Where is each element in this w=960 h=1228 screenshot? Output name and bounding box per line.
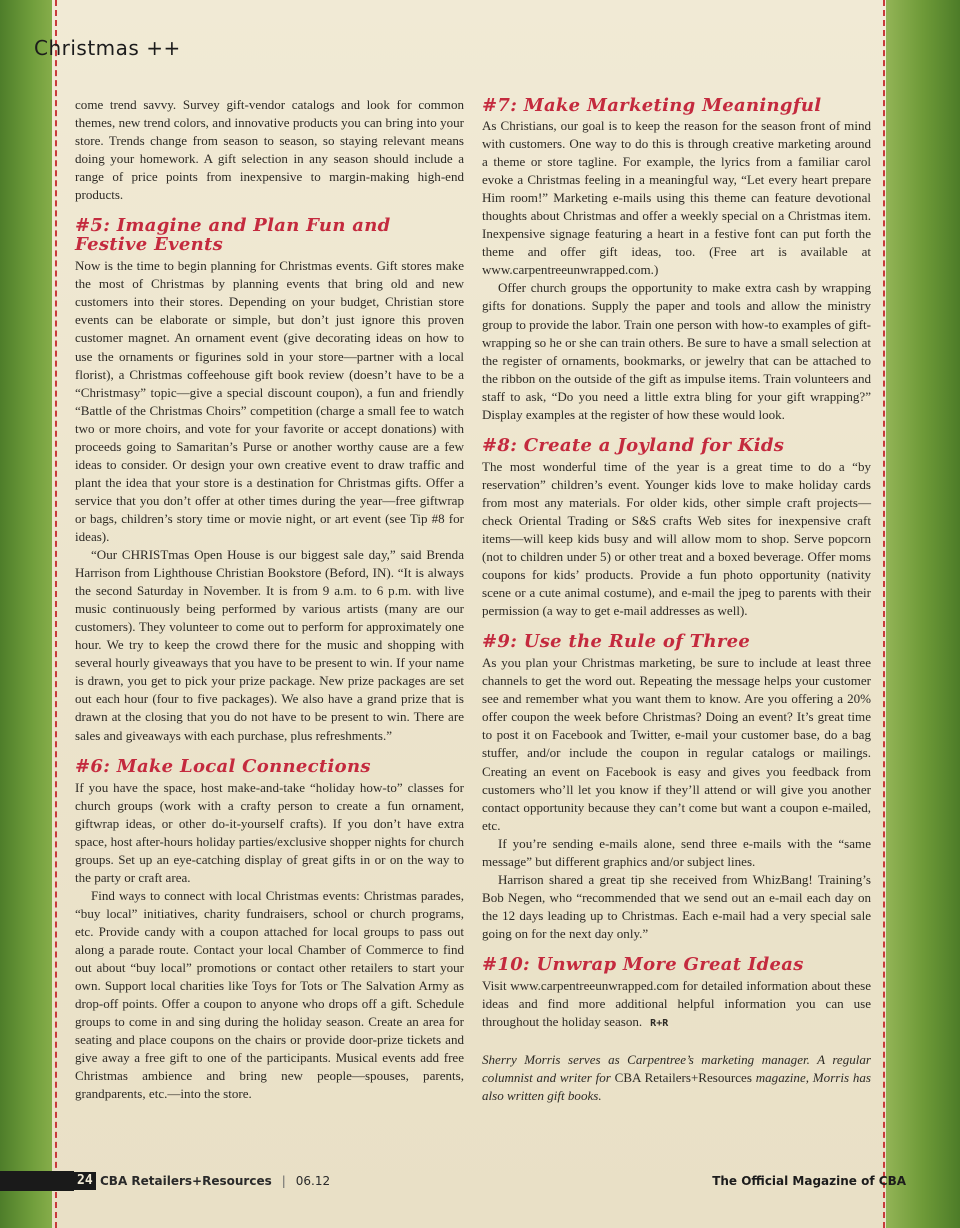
paragraph-tip-9c: Harrison shared a great tip she received from WhizBang! Training’s Bob Negen, who “recommended that we send out an e-mail each day on the 12 days leading up to Christmas. Each e-mail had a very special sale going on for the next day only.” bbox=[482, 871, 871, 941]
paragraph-tip-10 bbox=[482, 977, 871, 1033]
paragraph-tip-7a: As Christians, our goal is to keep the reason for the season front of mind with customers. One way to do this is through creative marketing around a theme or store tagline. For example, the lyrics from a familiar carol evoke a Christmas feeling in a meaningful way, “Let every heart prepare Him room!” Marketing e-mails using this theme can feature devotional thoughts about Christmas and offer a weekly special on a Christmas item. Inexpensive signage featuring a heart in a festive font can put forth the theme and offer gift ideas, too. (Free art is available at www.carpentreeunwrapped.com.) bbox=[482, 118, 871, 278]
paragraph-tip-6b: Find ways to connect with local Christmas events: Christmas parades, “buy local” initiatives, charity fundraisers, school or church programs, etc. Provide candy with a coupon attached for local groups to pass out along a parade route. Contact your local Chamber of Commerce to find out about “buy local” promotions or contact other retailers to start your own. Support local charities like Toys for Tots or The Salvation Army as drop-off points. Offer a coupon to anyone who drops off a gift. Schedule groups to come in and sing during the holiday season. Create an area for seating and place coupons on the chairs or provide door-prize tickets and give away a free gift to one of the participants. Musical events add free Christmas ambience and bring new people—spouses, parents, grandparents, etc.—into the store. bbox=[75, 887, 464, 1102]
bio-text-b: magazine, Morris has also written gift books. bbox=[482, 1070, 871, 1104]
heading-tip-8: #8: Create a Joyland for Kids bbox=[482, 434, 785, 456]
bio-text-a: Sherry Morris serves as Carpentree’s marketing manager. A regular columnist and writer for bbox=[482, 1052, 871, 1086]
paragraph-tip-5a: Now is the time to begin planning for Christmas events. Gift stores make the most of Christmas by planning events that bring old and new customers into their stores. Depending on your budget, Christian store events can be elaborate or simple, but don’t just ignore this proven customer magnet. An ornament event (give decorating ideas on how to use the ornaments or figurines sold in your store—partner with a local florist), a Christmas coffeehouse gift book review (doesn’t have to be a “Christmasy” topic—give a special discount coupon), a fun and friendly “Battle of the Christmas Choirs” competition (charge a small fee to watch two or more choirs, and vote for your favorite or accept donations) with proceeds going to Samaritan’s Purse or another worthy cause are a few ideas to consider. Or design your own creative event to draw traffic and plant the idea that your store is a destination for Christmas gifts. Offer a service that you don’t offer at other times during the year—free giftwrap or bags, children’s story time or movie night, or art event (see Tip #8 for ideas). bbox=[75, 258, 464, 544]
bio-publication: CBA Retailers+Resources bbox=[614, 1070, 752, 1086]
paragraph-tip-6a: If you have the space, host make-and-take “holiday how-to” classes for church groups (work with a crafty person to create a fun ornament, giftwrap ideas, or other do-it-yourself crafts). If you don’t have extra space, host after-hours holiday parties/exclusive shopper nights for church groups. Set up an eye-catching display of great gifts in or on the way to the party or craft area. bbox=[75, 779, 464, 885]
tip-10-text: Visit www.carpentreeunwrapped.com for detailed information about these ideas and find more additional helpful information you can use throughout the holiday season. bbox=[482, 977, 871, 1030]
right-column bbox=[482, 96, 871, 1105]
footer-bar bbox=[0, 1171, 74, 1191]
paragraph-tip-9b: If you’re sending e-mails alone, send three e-mails with the “same message” but different graphics and/or subject lines. bbox=[482, 835, 871, 869]
green-border-right bbox=[886, 0, 960, 1228]
heading-tip-5: #5: Imagine and Plan Fun and Festive Events bbox=[75, 215, 391, 256]
footer-publication: CBA Retailers+Resources bbox=[100, 1174, 272, 1188]
footer-publication-line bbox=[100, 1172, 330, 1190]
footer-separator: | bbox=[281, 1174, 286, 1188]
green-border-left bbox=[0, 0, 52, 1228]
paragraph-intro: come trend savvy. Survey gift-vendor catalogs and look for common themes, new trend colors, and innovative products you can bring into your store. Trends change from season to season, so staying relevant means doing your homework. A gift selection in any season should include a range of price points from inexpensive to margin-making high-end products. bbox=[75, 97, 464, 203]
stitch-line-right bbox=[883, 0, 885, 1228]
footer-issue: 06.12 bbox=[295, 1174, 331, 1188]
author-bio bbox=[482, 1051, 871, 1105]
page-number: 24 bbox=[74, 1172, 96, 1190]
paragraph-tip-8: The most wonderful time of the year is a great time to do a “by reservation” children’s event. Younger kids love to make holiday cards from most any materials. For older kids, other simple craft projects—check Oriental Trading or S&S crafts Web sites for inexpensive craft items—will keep kids busy and will allow mom to shop. Serve popcorn (not to children under 5) or other treat and a boxed beverage. Offer moms coupons for kids’ products. Provide a fun photo opportunity (nativity scene or a cute animal costume), and e-mail the jpeg to parents with their permission (a way to get e-mail addresses as well). bbox=[482, 458, 871, 619]
stitch-line-left bbox=[55, 0, 57, 1228]
heading-tip-7: #7: Make Marketing Meaningful bbox=[482, 95, 822, 116]
end-mark: R+R bbox=[650, 1018, 669, 1030]
paragraph-tip-9a: As you plan your Christmas marketing, be sure to include at least three channels to get the word out. Repeating the message helps your customer see and remember what you want them to know. Are you offering a 20% offer coupon the week before Christmas? Doing an event? It’s great time to post it on Facebook and Twitter, e-mail your customer base, do a bag stuffer, and/or include the coupon in regular catalogs or mailings. Creating an event on Facebook is easy and gives you feedback from customers who’ll let you know if they’ll attend or will give you another contact opportunity because they can’t come but want a coupon e-mailed, etc. bbox=[482, 655, 871, 833]
paragraph-tip-7b: Offer church groups the opportunity to make extra cash by wrapping gifts for donations. Supply the paper and tools and allow the ministry group to provide the labor. Train one person with how-to examples of gift-wrapping so he or she can train others. Be sure to have a small selection at the register of ornaments, bookmarks, or jewelry that can be attached to the ribbon on the outside of the gift as impulse items. Train volunteers and staff to ask, “Do you need a little extra bling for your gift wrapping?” Display examples at the register of how these would look. bbox=[482, 280, 871, 422]
footer-tagline: The Official Magazine of CBA bbox=[712, 1174, 906, 1188]
heading-tip-9: #9: Use the Rule of Three bbox=[482, 631, 751, 653]
heading-tip-6: #6: Make Local Connections bbox=[75, 755, 371, 777]
heading-tip-10: #10: Unwrap More Great Ideas bbox=[482, 953, 804, 975]
section-title: Christmas ++ bbox=[34, 36, 181, 60]
paragraph-tip-5b: “Our CHRISTmas Open House is our biggest sale day,” said Brenda Harrison from Lighthouse Christian Bookstore (Beford, IN). “It is always the second Saturday in November. It is from 9 a.m. to 6 p.m. with live music continuously being performed by various artists (many are our customers). They volunteer to come out to perform for approximately one hour. We try to keep the crowd there for the music and shopping with several hourly giveaways that you have to be present to win. If your name is drawn, you get to pick your prize package. New prize packages are set out each hour (four to five packages). We also have a grand prize that is drawn at the closing that you do not have to be present to win. There are sales and giveaways with each purchase, plus refreshments.” bbox=[75, 547, 464, 743]
left-column bbox=[75, 96, 464, 1103]
